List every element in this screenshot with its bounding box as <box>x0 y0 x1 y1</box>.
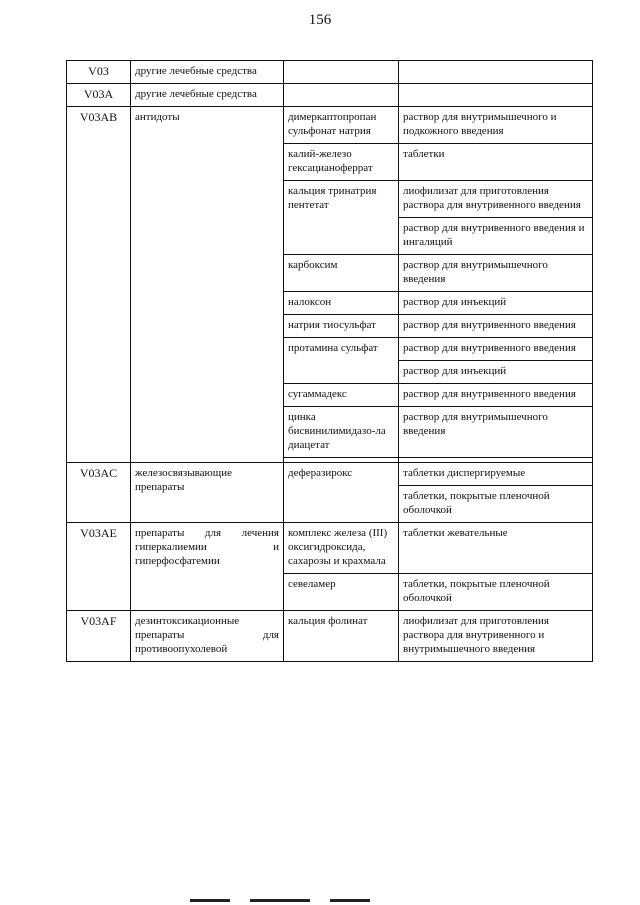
atc-code: V03AE <box>67 523 131 611</box>
atc-group: препараты для лечения гиперкалиемии и гиперфосфатемии <box>131 523 284 611</box>
dosage-form: раствор для внутримышечного введения <box>399 255 593 292</box>
dosage-form: таблетки, покрытые пленочной оболочкой <box>399 486 593 523</box>
dosage-form: раствор для внутримышечного и подкожного введения <box>399 107 593 144</box>
dosage-form: лиофилизат для приготовления раствора для внутривенного введения <box>399 181 593 218</box>
page-number: 156 <box>308 12 332 28</box>
atc-group: железосвязывающие препараты <box>131 463 284 523</box>
dosage-form: раствор для внутривенного введения <box>399 315 593 338</box>
drug-name <box>284 84 399 107</box>
drug-name: димеркаптопропан сульфонат натрия <box>284 107 399 144</box>
table-row <box>67 61 593 84</box>
dosage-form: таблетки, покрытые пленочной оболочкой <box>399 574 593 611</box>
table-row <box>67 107 593 144</box>
atc-group: дезинтоксикационные препараты для противоопухолевой <box>131 611 284 662</box>
atc-group: антидоты <box>131 107 284 463</box>
atc-code: V03AF <box>67 611 131 662</box>
drug-name: сугаммадекс <box>284 384 399 407</box>
dosage-form: раствор для внутривенного введения и ингаляций <box>399 218 593 255</box>
atc-group: другие лечебные средства <box>131 84 284 107</box>
drug-name: цинка бисвинилимидазо-ла диацетат <box>284 407 399 458</box>
dosage-form: раствор для инъекций <box>399 361 593 384</box>
scan-edge-artifact <box>0 899 640 902</box>
atc-code: V03 <box>67 61 131 84</box>
drug-name: кальция фолинат <box>284 611 399 662</box>
drug-name: протамина сульфат <box>284 338 399 384</box>
drug-name: деферазирокс <box>284 463 399 523</box>
drug-name: натрия тиосульфат <box>284 315 399 338</box>
atc-group: другие лечебные средства <box>131 61 284 84</box>
dosage-form: лиофилизат для приготовления раствора для внутривенного и внутримышечного введения <box>399 611 593 662</box>
drug-name <box>284 61 399 84</box>
dosage-form: таблетки <box>399 144 593 181</box>
atc-code: V03AB <box>67 107 131 463</box>
drug-name: калий-железо гексацианоферрат <box>284 144 399 181</box>
drug-name: комплекс железа (III) оксигидроксида, сахарозы и крахмала <box>284 523 399 574</box>
dosage-form: раствор для внутримышечного введения <box>399 407 593 458</box>
drug-name: налоксон <box>284 292 399 315</box>
dosage-form: раствор для инъекций <box>399 292 593 315</box>
dosage-form <box>399 84 593 107</box>
drug-name: севеламер <box>284 574 399 611</box>
drug-name: карбоксим <box>284 255 399 292</box>
dosage-form: таблетки диспергируемые <box>399 463 593 486</box>
drug-name: кальция тринатрия пентетат <box>284 181 399 255</box>
dosage-form: раствор для внутривенного введения <box>399 384 593 407</box>
table-row <box>67 463 593 486</box>
atc-code: V03AC <box>67 463 131 523</box>
table-row <box>67 523 593 574</box>
atc-code: V03A <box>67 84 131 107</box>
drug-table <box>66 60 593 662</box>
dosage-form: таблетки жевательные <box>399 523 593 574</box>
dosage-form <box>399 61 593 84</box>
dosage-form: раствор для внутривенного введения <box>399 338 593 361</box>
table-row <box>67 84 593 107</box>
table-row <box>67 611 593 662</box>
